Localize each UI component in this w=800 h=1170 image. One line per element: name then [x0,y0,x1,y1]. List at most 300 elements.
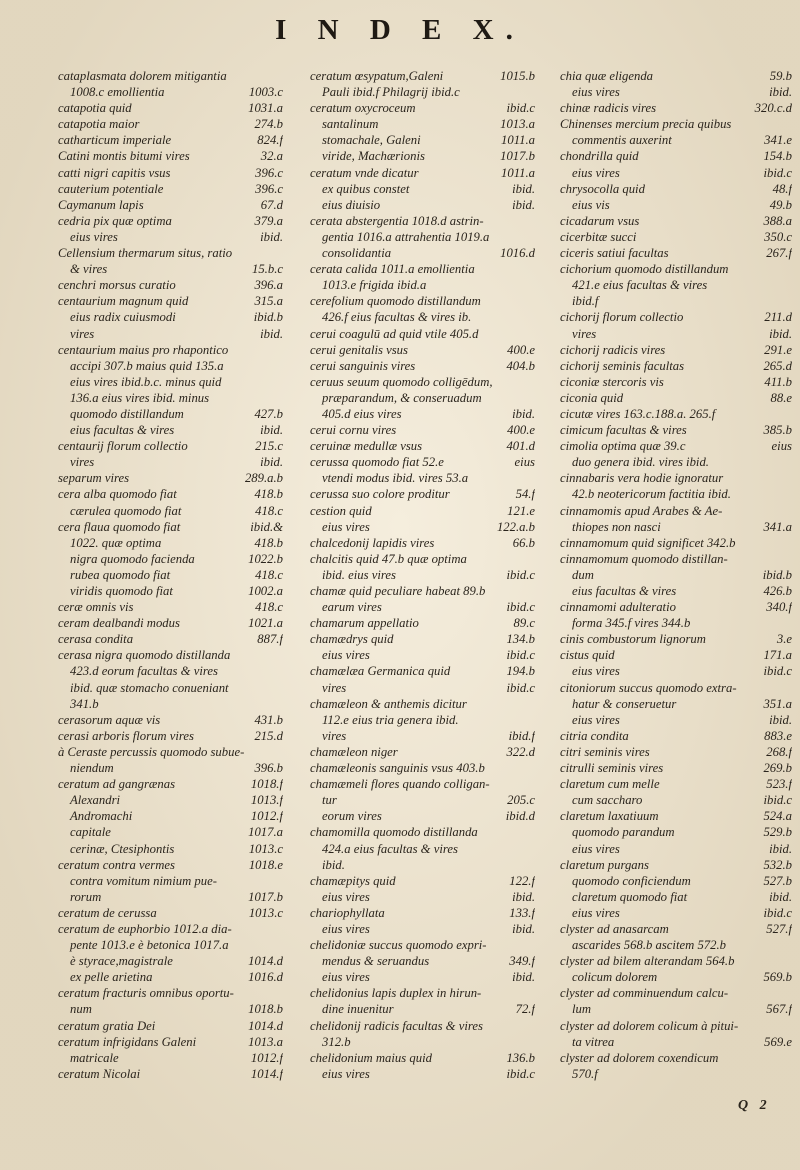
index-entry [310,1034,535,1050]
entry-page-ref: 122.a.b [496,519,535,534]
index-entry [560,631,792,647]
index-entry [310,599,535,615]
index-entry [58,551,283,567]
entry-page-ref: ibid. [512,921,535,936]
index-entry [58,776,283,792]
index-entry [310,615,535,631]
entry-page-ref: 67.d [260,197,283,212]
index-entry [310,567,535,583]
entry-text: chelidonij radicis facultas & vires [310,1018,483,1033]
entry-text: ceratum infrigidans Galeni [58,1034,197,1049]
entry-page-ref: ibid.c [506,680,535,695]
index-entry [310,422,535,438]
entry-text: cimicum facultas & vires [560,423,687,438]
entry-page-ref: ibid. [769,889,792,904]
index-entry [310,100,535,116]
entry-page-ref: 418.b [254,487,283,502]
entry-page-ref: ibid.c [763,793,792,808]
entry-text: ceratum Nicolai [58,1066,141,1081]
entry-text: chinæ radicis vires [560,101,657,116]
entry-text: cichorij florum collectio [560,310,684,325]
entry-text: ibid. quæ stomacho conueniant [70,680,229,695]
entry-text: ceratum gratia Dei [58,1018,156,1033]
entry-text: cauterium potentiale [58,181,164,196]
entry-text: cichorium quomodo distillandum [560,262,729,277]
entry-text: Chinenses mercium precia quibus [560,117,732,132]
entry-page-ref: 1018.f [250,777,283,792]
entry-text: gentia 1016.a attrahentia 1019.a [322,229,490,244]
entry-page-ref: ibid. [512,181,535,196]
entry-text: cicadarum vsus [560,213,640,228]
index-entry [58,969,283,985]
index-entry [310,551,535,567]
index-entry [560,680,792,696]
index-entry [310,1050,535,1066]
index-entry [58,1001,283,1017]
entry-page-ref: 265.d [763,358,792,373]
entry-page-ref: 524.a [763,809,792,824]
index-entry [560,647,792,663]
index-entry [58,454,283,470]
entry-page-ref: ibid.c [506,1066,535,1081]
entry-text: cinnamomum quomodo distillan- [560,551,728,566]
entry-text: contra vomitum nimium pue- [70,873,217,888]
entry-page-ref: 269.b [763,761,792,776]
entry-text: ceratum oxycroceum [310,101,416,116]
entry-text: Pauli ibid.f Philagrij ibid.c [322,85,460,100]
entry-page-ref: 215.c [255,439,283,454]
entry-text: eius vires [322,921,370,936]
index-column-right [560,68,792,1082]
entry-page-ref: 569.b [763,970,792,985]
index-entry [560,277,792,293]
index-entry [310,277,535,293]
entry-text: eius facultas & vires [572,584,677,598]
entry-page-ref: 527.f [766,921,792,936]
index-entry [58,358,283,374]
index-entry [58,583,283,599]
index-entry [310,342,535,358]
entry-text: clyster ad bilem alterandam 564.b [560,954,735,969]
index-entry [310,293,535,309]
entry-text: ceratum vnde dicatur [310,165,419,180]
index-entry [58,1034,283,1050]
index-entry [310,824,535,840]
entry-page-ref: 824.f [257,133,283,148]
index-entry [310,905,535,921]
entry-page-ref: 427.b [254,406,283,421]
entry-page-ref: 1031.a [248,101,283,116]
entry-page-ref: 349.f [509,954,535,969]
index-entry [560,857,792,873]
entry-text: cestion quid [310,503,372,518]
entry-page-ref: 341.a [763,519,792,534]
entry-text: consolidantia [322,246,392,261]
index-entry [560,454,792,470]
index-entry [560,116,792,132]
index-entry [310,969,535,985]
entry-page-ref: ibid. [512,197,535,212]
index-entry [560,503,792,519]
entry-page-ref: 1017.b [500,149,535,164]
entry-page-ref: 171.a [763,648,792,663]
entry-text: eius vires [70,229,118,244]
index-entry [310,390,535,406]
index-entry [560,599,792,615]
entry-page-ref: eius [771,439,792,454]
entry-page-ref: 267.f [766,246,792,261]
catchword [738,1098,767,1114]
index-entry [310,358,535,374]
entry-page-ref: 1021.a [248,616,283,631]
index-column-left [58,68,283,1082]
entry-text: ascarides 568.b ascitem 572.b [572,938,726,953]
entry-text: Alexandri [70,793,121,808]
entry-text: chamæmeli flores quando colligan- [310,777,490,792]
entry-text: eius vires [322,648,370,663]
index-entry [58,985,283,1001]
index-entry [58,165,283,181]
index-entry [560,905,792,921]
entry-page-ref: 1017.a [248,825,283,840]
entry-page-ref: 396.b [254,761,283,776]
index-entry [560,1050,792,1066]
entry-text: chelidonium maius quid [310,1050,432,1065]
entry-page-ref: 133.f [509,905,535,920]
entry-text: claretum cum melle [560,777,660,792]
entry-text: stomachale, Galeni [322,133,421,148]
index-entry [310,454,535,470]
entry-text: ex pelle arietina [70,970,153,985]
entry-text: viridis quomodo fiat [70,584,173,598]
entry-text: quomodo parandum [572,825,675,840]
entry-text: cerui coagulū ad quid vtile 405.d [310,326,479,341]
entry-page-ref: 215.d [254,728,283,743]
index-entry [310,1066,535,1082]
entry-page-ref: 431.b [254,712,283,727]
entry-text: cinnabaris vera hodie ignoratur [560,471,724,486]
entry-text: eius vires [322,970,370,985]
entry-text: ceræ omnis vis [58,600,134,615]
entry-page-ref: 211.d [764,310,792,325]
entry-text: ibid.f [572,294,599,309]
entry-page-ref: 205.c [507,793,535,808]
entry-page-ref: ibid.f [508,728,535,743]
entry-page-ref: 404.b [506,358,535,373]
entry-page-ref: ibid.d [505,809,535,824]
entry-page-ref: 1012.f [250,809,283,824]
entry-text: eius vires [322,519,370,534]
entry-text: cistus quid [560,648,615,663]
entry-page-ref: 388.a [763,213,792,228]
index-entry [58,696,283,712]
entry-page-ref: 1012.f [250,1050,283,1065]
entry-text: citria condita [560,728,629,743]
entry-page-ref: 134.b [506,632,535,647]
entry-text: ceratum contra vermes [58,857,175,872]
index-entry [58,470,283,486]
entry-page-ref: 567.f [766,1002,792,1017]
entry-page-ref: 527.b [763,873,792,888]
entry-page-ref: 418.c [255,567,283,582]
entry-text: claretum quomodo fiat [572,889,688,904]
entry-text: chamæleon & anthemis dicitur [310,696,467,711]
index-entry [310,213,535,229]
entry-text: & vires [70,262,108,277]
entry-page-ref: ibid.c [506,648,535,663]
index-entry [310,1018,535,1034]
entry-text: cerinæ, Ctesiphontis [70,841,175,856]
entry-page-ref: 322.d [506,744,535,759]
entry-text: cerasa condita [58,632,134,647]
entry-page-ref: 1002.a [248,584,283,598]
index-entry [560,824,792,840]
entry-page-ref: ibid.c [506,101,535,116]
entry-text: ibid. [322,857,345,872]
entry-page-ref: 385.b [763,423,792,438]
entry-text: catti nigri capitis vsus [58,165,171,180]
entry-page-ref: ibid.c [763,664,792,679]
index-entry [560,873,792,889]
entry-text: Caymanum lapis [58,197,144,212]
index-entry [58,808,283,824]
entry-text: clyster ad dolorem colicum à pitui- [560,1018,739,1033]
index-entry [310,792,535,808]
index-entry [560,728,792,744]
index-entry [310,486,535,502]
index-entry [310,808,535,824]
entry-text: catharticum imperiale [58,133,172,148]
entry-page-ref: ibid.c [506,600,535,615]
entry-page-ref: 1014.f [250,1066,283,1081]
entry-text: cicutæ vires 163.c.188.a. 265.f [560,406,716,421]
entry-text: nigra quomodo facienda [70,551,195,566]
entry-text: 421.e eius facultas & vires [572,278,708,293]
index-entry [560,68,792,84]
entry-text: cerussa suo colore proditur [310,487,450,502]
entry-text: ciceris satiui facultas [560,246,669,261]
entry-text: eorum vires [322,809,382,824]
entry-page-ref: 89.c [513,616,535,631]
index-entry [310,921,535,937]
index-entry [310,470,535,486]
entry-page-ref: 54.f [515,487,535,502]
entry-text: ceruinæ medullæ vsus [310,439,423,454]
entry-page-ref: 341.e [764,133,792,148]
entry-text: eius vires [572,664,620,679]
index-entry [560,776,792,792]
index-entry [560,535,792,551]
entry-text: niendum [70,761,114,776]
entry-page-ref: ibid. [512,970,535,985]
entry-page-ref: 1015.b [500,69,535,83]
entry-page-ref: 396.c [255,165,283,180]
index-entry [58,744,283,760]
entry-page-ref: 418.c [255,503,283,518]
index-entry [58,921,283,937]
entry-text: lum [572,1002,592,1017]
entry-text: cinis combustorum lignorum [560,632,706,647]
index-entry [58,760,283,776]
entry-text: 1013.e frigida ibid.a [322,278,427,293]
entry-text: Andromachi [70,809,133,824]
entry-text: commentis auxerint [572,133,672,148]
index-entry [58,406,283,422]
entry-text: accipi 307.b maius quid 135.a [70,358,224,373]
entry-text: eius vires [322,889,370,904]
index-entry [310,197,535,213]
index-entry [560,937,792,953]
index-entry [560,519,792,535]
entry-page-ref: 59.b [769,69,792,83]
index-entry [560,213,792,229]
entry-text: ceratum œsypatum,Galeni [310,69,444,83]
index-entry [310,1001,535,1017]
entry-page-ref: ibid.c [506,567,535,582]
entry-text: vtendi modus ibid. vires 53.a [322,471,469,486]
index-entry [310,985,535,1001]
index-entry [310,181,535,197]
entry-text: 42.b neotericorum factitia ibid. [572,487,731,502]
entry-text: ciconiæ stercoris vis [560,374,664,389]
entry-text: eius vires [572,905,620,920]
entry-text: cenchri morsus curatio [58,278,176,293]
index-entry [560,326,792,342]
index-entry [560,84,792,100]
entry-text: vires [572,326,597,341]
index-entry [58,1018,283,1034]
entry-text: cum saccharo [572,793,643,808]
index-entry [58,953,283,969]
entry-page-ref: 418.b [254,535,283,550]
entry-text: cerasa nigra quomodo distillanda [58,648,231,663]
entry-text: colicum dolorem [572,970,658,985]
entry-text: quomodo distillandum [70,406,184,421]
index-entry [58,857,283,873]
entry-text: ceram dealbandi modus [58,616,180,631]
index-entry [58,326,283,342]
index-entry [310,937,535,953]
index-entry [310,229,535,245]
entry-page-ref: 426.b [763,584,792,598]
entry-text: 423.d eorum facultas & vires [70,664,218,679]
entry-page-ref: 379.a [254,213,283,228]
index-entry [560,663,792,679]
index-entry [560,1066,792,1082]
index-entry [310,760,535,776]
index-entry [560,132,792,148]
index-entry [310,438,535,454]
entry-page-ref: 418.c [255,600,283,615]
entry-text: eius facultas & vires [70,423,175,438]
entry-page-ref: ibid.c [763,165,792,180]
index-entry [560,358,792,374]
entry-text: ceratum de euphorbio 1012.a dia- [58,921,232,936]
entry-page-ref: 400.e [507,342,535,357]
entry-text: præparandum, & conseruadum [322,390,482,405]
entry-text: cerata calida 1011.a emollientia [310,262,475,277]
entry-text: Catini montis bitumi vires [58,149,190,164]
entry-text: eius vires [572,841,620,856]
entry-text: 424.a eius facultas & vires [322,841,458,856]
index-entry [310,631,535,647]
index-entry [58,148,283,164]
index-entry [560,406,792,422]
signature-number: 2 [759,1098,767,1113]
entry-page-ref: 883.e [764,728,792,743]
index-entry [560,1034,792,1050]
entry-text: clyster ad anasarcam [560,921,669,936]
entry-page-ref: ibid.& [250,519,283,534]
entry-text: cichorij seminis facultas [560,358,685,373]
entry-text: 405.d eius vires [322,406,402,421]
index-entry [58,374,283,390]
index-entry [58,277,283,293]
index-entry [58,422,283,438]
index-entry [58,342,283,358]
entry-text: cataplasmata dolorem mitigantia [58,69,227,83]
entry-text: centaurium maius pro rhapontico [58,342,229,357]
entry-text: claretum purgans [560,857,649,872]
index-entry [58,905,283,921]
index-entry [560,583,792,599]
entry-text: cerussa quomodo fiat 52.e [310,455,444,470]
entry-text: eius vires [572,165,620,180]
index-entry [560,309,792,325]
entry-text: eius vis [572,197,610,212]
index-entry [58,567,283,583]
index-column-middle [310,68,535,1082]
index-entry [310,406,535,422]
entry-text: rorum [70,889,102,904]
entry-text: chamæpitys quid [310,873,396,888]
entry-text: capitale [70,825,111,840]
index-entry [310,503,535,519]
entry-page-ref: 1013.a [500,117,535,132]
index-entry [560,615,792,631]
index-entry [560,567,792,583]
index-entry [58,181,283,197]
index-entry [310,873,535,889]
index-entry [58,486,283,502]
entry-page-ref: ibid. [260,326,283,341]
entry-text: cerui cornu vires [310,423,397,438]
entry-page-ref: 15.b.c [251,262,283,277]
entry-text: vires [70,455,95,470]
entry-text: centaurium magnum quid [58,294,189,309]
entry-text: cerui genitalis vsus [310,342,408,357]
entry-page-ref: 274.b [254,117,283,132]
index-entry [58,68,283,84]
index-entry [310,663,535,679]
entry-page-ref: 401.d [506,439,535,454]
entry-page-ref: ibid. [769,841,792,856]
entry-text: vires [70,326,95,341]
entry-page-ref: 1011.a [501,133,535,148]
index-entry [560,148,792,164]
entry-text: chariophyllata [310,905,385,920]
index-entry [560,551,792,567]
entry-page-ref: 136.b [506,1050,535,1065]
index-entry [58,599,283,615]
index-entry [310,712,535,728]
index-entry [560,760,792,776]
entry-page-ref: 1014.d [248,954,283,969]
index-entry [560,696,792,712]
entry-page-ref: 1014.d [248,1018,283,1033]
entry-text: eius vires [572,712,620,727]
entry-text: citrulli seminis vires [560,761,664,776]
